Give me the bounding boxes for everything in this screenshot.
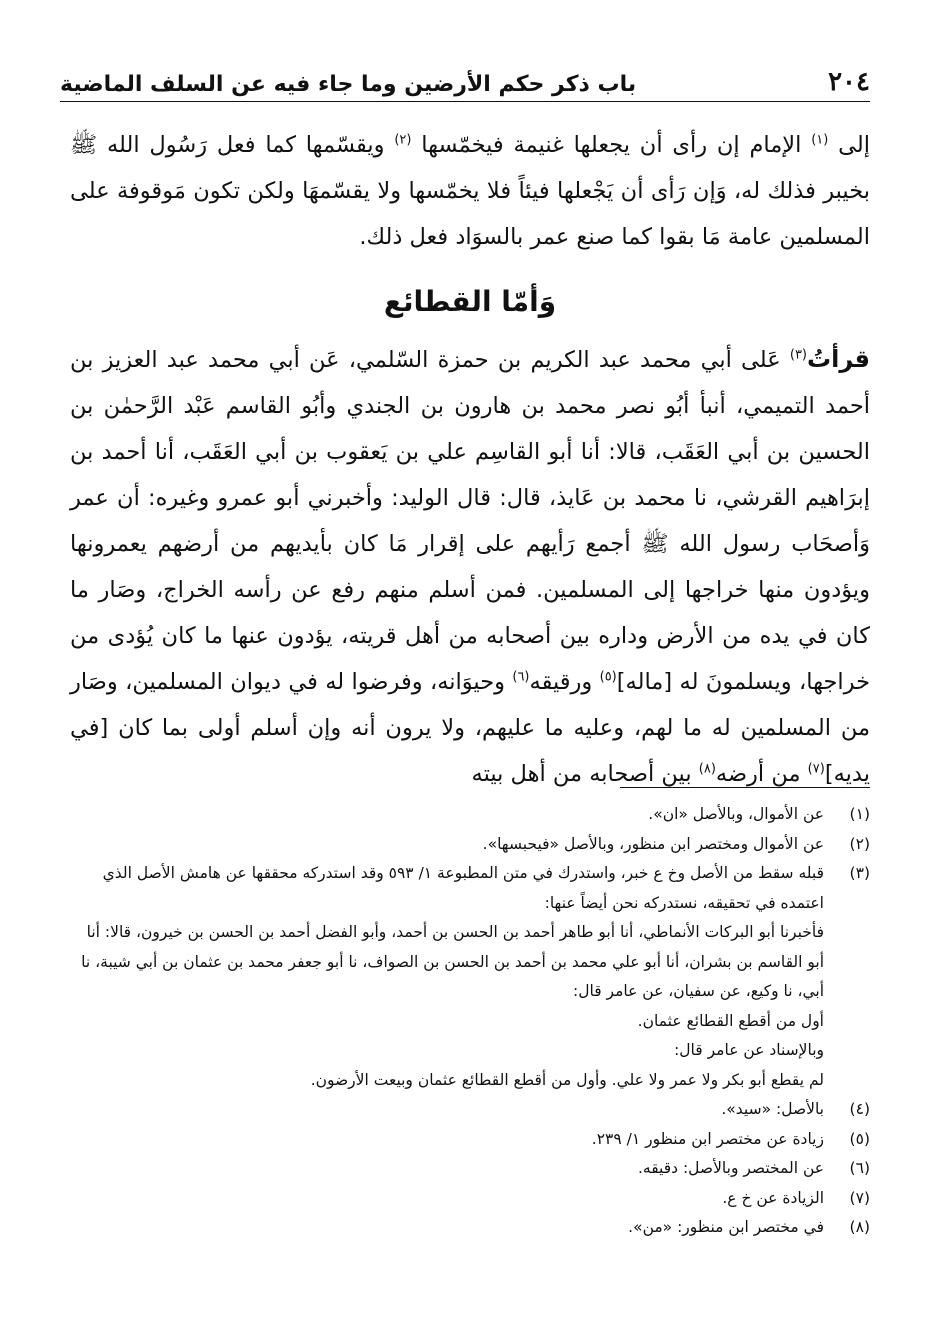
main-paragraph-2 [70, 336, 870, 797]
footnote-ref: (٦) [512, 669, 530, 685]
paragraph [70, 336, 870, 797]
footnote-2 [70, 830, 870, 860]
text-run: عَلى أبي محمد عبد الكريم بن حمزة السّلمي، عَن أبي محمد عبد العزيز بن أحمد التميمي، أنبأ أبُو نصر محمد بن هارون بن الجندي وأبُو القاسم عَبْد الرَّحمٰن بن الحسين بن أبي العَقَب، قالا: أنا أبو القاسِم علي بن يَعقوب بن أبي العَقَب، أنا أحمد بن إبرَاهيم القرشي، نا محمد بن عَايذ، قال: قال الوليد: وأخبرني أبو عمرو وغيره: أن عمر وَأصحَاب رسول الله ﷺ أجمع رَأيهم على إقرار مَا كان بأيديهم من أرضهم يعمرونها ويؤدون منها خراجها إلى المسلمين. فمن أسلم منهم رفع عن رأسه الخراج، وصَار ما كان في يده من الأرض وداره بين أصحابه من أهل قريته، يؤدون عنها ما كان يُؤدى من خراجها، ويسلمونَ له [ماله] [70, 347, 870, 695]
footnote-ref: (٢) [394, 132, 412, 148]
footnote-number: (٨) [849, 1218, 870, 1236]
page-header [60, 62, 870, 102]
footnote-ref: (٣) [789, 347, 807, 363]
footnote-number: (٤) [849, 1100, 870, 1118]
footnote-text: بالأصل: «سيد». [721, 1100, 824, 1118]
footnote-5 [70, 1125, 870, 1155]
footnote-text: فأخبرنا أبو البركات الأنماطي، أنا أبو طاهر أحمد بن الحسن بن أحمد، وأبو الفضل أحمد بن الحسن بن خيرون، قالا: أنا أبو القاسم بن بشران، أنا أبو علي محمد بن أحمد بن الحسن بن الصواف، نا أبو جعفر محمد بن عثمان بن أبي شيبة، نا أبي، نا وكيع، عن سفيان، عن عامر قال: [81, 923, 824, 1000]
running-title: باب ذكر حكم الأرضين وما جاء فيه عن السلف الماضية [60, 72, 637, 97]
footnote-ref: (١) [811, 132, 829, 148]
text-run: وحيوَانه، وفرضوا له في ديوان المسلمين، وصَار من المسلمين له ما لهم، وعليه ما عليهم، ولا يرون أنه وإن أسلم أولى بما كان [في يديه] [70, 669, 870, 787]
main-paragraph-1 [70, 122, 870, 260]
footnote-number: (٢) [849, 834, 870, 853]
footnotes [70, 800, 870, 1243]
text-run: إلى [828, 132, 871, 158]
footnote-6 [70, 1154, 870, 1184]
footnote-text: عن المختصر وبالأصل: دقيقه. [637, 1159, 824, 1177]
text-run: ويقسّمها كما فعل رَسُول الله ﷺ بخيبر فذلك له، وَإن رَأى أن يَجْعلها فيئاً فلا يخمّسها ولا يقسّمهَا ولكن تكون مَوقوفة على المسلمين عامة مَا بقوا كما صنع عمر بالسوَاد فعل ذلك. [70, 132, 870, 250]
footnote-text: عن الأموال ومختصر ابن منظور، وبالأصل «فيحبسها». [482, 834, 824, 853]
footnote-separator [620, 787, 870, 788]
footnote-3 [70, 859, 870, 1095]
lead-word: قرأتُ [807, 345, 870, 373]
footnote-text: أول من أقطع القطائع عثمان. [637, 1011, 824, 1030]
footnote-7 [70, 1184, 870, 1214]
text-run: ورقيقه [529, 669, 600, 695]
footnote-text: في مختصر ابن منظور: «من». [628, 1218, 824, 1236]
footnote-8 [70, 1213, 870, 1243]
footnote-ref: (٥) [599, 669, 617, 685]
footnote-1 [70, 800, 870, 830]
footnote-number: (٦) [849, 1159, 870, 1177]
footnote-text: قبله سقط من الأصل وخ ع خبر، واستدرك في متن المطبوعة ١/ ٥٩٣ وقد استدركه محققها عن هامش الأصل الذي اعتمده في تحقيقه، نستدركه نحن أيضاً عنها: [102, 864, 824, 912]
footnote-text: الزيادة عن خ ع. [722, 1188, 824, 1207]
footnote-ref: (٧) [807, 761, 825, 777]
footnote-number: (١) [849, 805, 870, 823]
footnote-number: (٣) [849, 864, 870, 882]
text-run: من أرضه [715, 761, 808, 787]
footnote-text: عن الأموال، وبالأصل «ان». [648, 805, 824, 823]
footnote-number: (٥) [849, 1129, 870, 1148]
footnote-ref: (٨) [698, 761, 716, 777]
footnote-text: زيادة عن مختصر ابن منظور ١/ ٢٣٩. [591, 1129, 824, 1148]
text-run: الإمام إن رأى أن يجعلها غنيمة فيخمّسها [411, 132, 812, 158]
footnote-4 [70, 1095, 870, 1125]
section-heading: وَأمّا القطائع [383, 285, 557, 318]
footnote-text: وبالإسناد عن عامر قال: [674, 1041, 824, 1059]
paragraph [70, 122, 870, 260]
footnote-number: (٧) [849, 1188, 870, 1207]
footnote-text: لم يقطع أبو بكر ولا عمر ولا علي. وأول من أقطع القطائع عثمان وبيعت الأرضون. [310, 1070, 824, 1089]
page-number: ٢٠٤ [828, 67, 870, 97]
text-run: بين أصحابه من أهل بيته [471, 761, 699, 787]
